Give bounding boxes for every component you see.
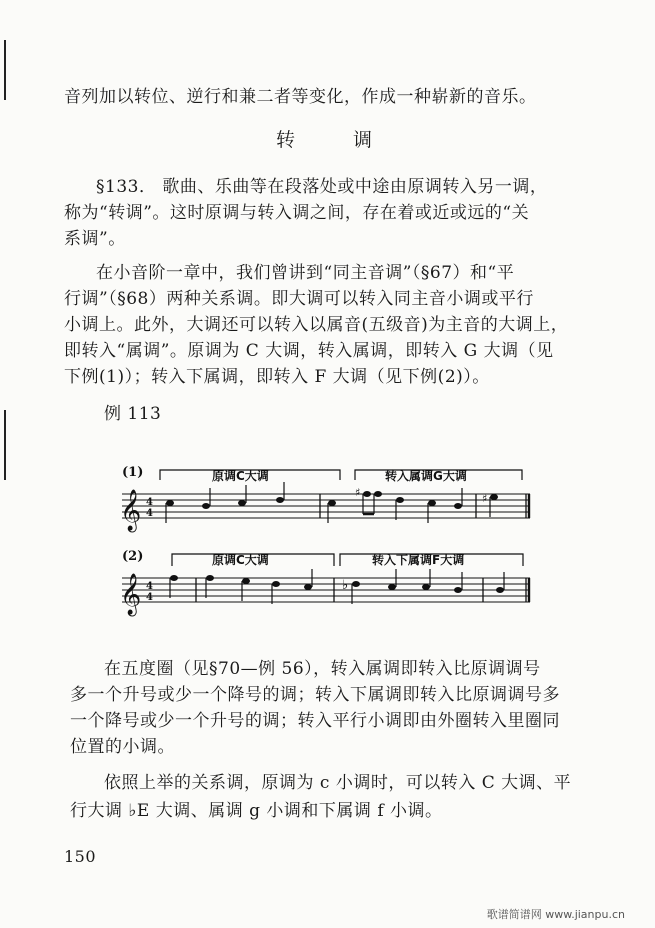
margin-bar-top <box>4 40 6 100</box>
svg-text:4: 4 <box>146 592 153 603</box>
watermark: 歌谱简谱网 www.jianpu.cn <box>486 908 625 921</box>
para4-line1: 依照上举的关系调，原调为 c 小调时，可以转入 C 大调、平 <box>104 773 572 793</box>
page-number: 150 <box>64 847 97 866</box>
music-example <box>0 458 655 628</box>
ex1-label-a: 原调C大调 <box>212 469 269 483</box>
para3-line4: 位置的小调。 <box>70 737 175 757</box>
para4-line2: 行大调 ♭E 大调、属调 g 小调和下属调 f 小调。 <box>70 801 443 821</box>
svg-text:♯: ♯ <box>355 486 361 499</box>
para1-line3: 系调”。 <box>64 229 126 249</box>
ex2-label-a: 原调C大调 <box>212 553 269 567</box>
para3-line1: 在五度圈（见§70—例 56），转入属调即转入比原调调号 <box>104 659 541 679</box>
ex1-notes <box>166 482 498 523</box>
ex1-treble-clef-icon: 𝄞 <box>120 490 142 531</box>
ex2-treble-clef-icon: 𝄞 <box>120 574 142 615</box>
para2-line1: 在小音阶一章中，我们曾讲到“同主音调”（§67）和“平 <box>96 263 515 283</box>
svg-text:♭: ♭ <box>342 578 349 593</box>
para1-line1: §133． 歌曲、乐曲等在段落处或中途由原调转入另一调， <box>96 177 548 197</box>
ex2-staff <box>120 569 530 616</box>
ex1-time-signature: 4 <box>146 497 153 508</box>
ex2-notes <box>170 569 504 604</box>
para2-line4: 即转入“属调”。原调为 C 大调，转入属调，即转入 G 大调（见 <box>64 341 554 361</box>
ex2-time-signature: 4 <box>146 581 153 592</box>
ex2-number: (2) <box>122 549 144 564</box>
para2-line3: 小调上。此外，大调还可以转入以属音(五级音)为主音的大调上， <box>64 315 569 335</box>
section-heading: 转调 <box>276 129 431 151</box>
para3-line2: 多一个升号或少一个降号的调；转入下属调即转入比原调调号多 <box>70 685 560 705</box>
para2-line2: 行调”（§68）两种关系调。即大调可以转入同主音小调或平行 <box>64 289 534 309</box>
para3-line3: 一个降号或少一个升号的调；转入平行小调即由外圈转入里圈同 <box>70 711 560 731</box>
example-label: 例 113 <box>104 404 162 424</box>
svg-text:♯: ♯ <box>482 492 488 505</box>
ex1-label-b: 转入属调G大调 <box>385 469 467 483</box>
ex2-label-b: 转入下属调F大调 <box>372 553 465 567</box>
para1-line2: 称为“转调”。这时原调与转入调之间，存在着或近或远的“关 <box>64 203 530 223</box>
text-line-top: 音列加以转位、逆行和兼二者等变化，作成一种崭新的音乐。 <box>64 87 537 107</box>
ex1-staff <box>120 482 530 532</box>
ex1-number: (1) <box>122 465 144 480</box>
svg-text:4: 4 <box>146 508 153 519</box>
para2-line5: 下例(1)）；转入下属调，即转入 F 大调（见下例(2)）。 <box>64 367 490 387</box>
